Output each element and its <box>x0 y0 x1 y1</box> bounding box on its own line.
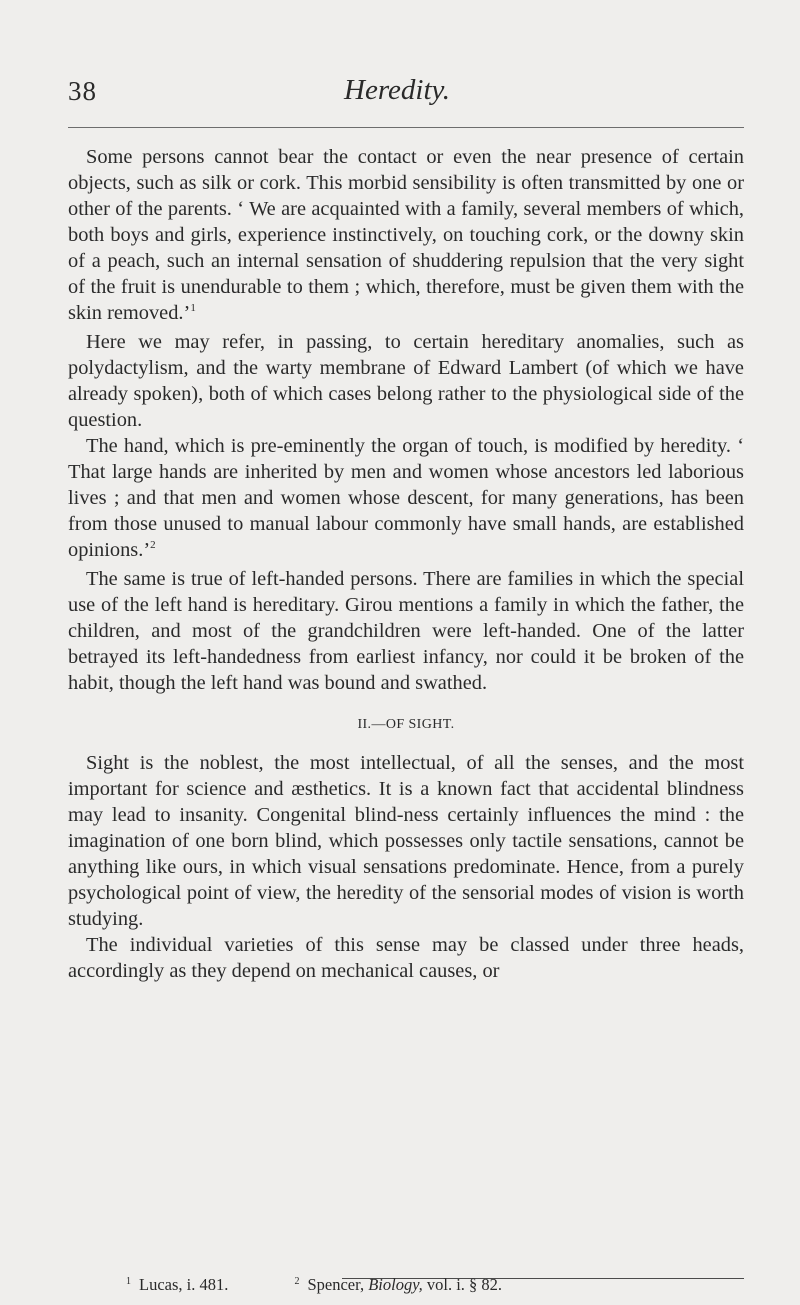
footnote-2-mark: 2 <box>294 1276 300 1287</box>
footnote-2-text-after: vol. i. § 82. <box>422 1275 503 1294</box>
paragraph-1-text: Some persons cannot bear the contact or even the near presence of certain objects, such as silk or cork. This morbid sensibility is often transmitted by one or other of the parents. ‘ We are acquainted with a family, several members of which, both boys and girls, experience instinctively, on touching cork, or the downy skin of a peach, such an internal sensation of shuddering repulsion that the very sight of the fruit is unendurable to them ; which, therefore, must be given them with the skin removed.’ <box>68 146 744 324</box>
running-title: Heredity. <box>344 74 451 106</box>
paragraph-5-text: Sight is the noblest, the most intellectual, of all the senses, and the most important for science and æsthetics. It is a known fact that accidental blindness may lead to insanity. Congenital blind-ness certainly influences the mind : the imagination of one born blind, which possesses only tactile sensations, cannot be anything like ours, in which visual sensations predominate. Hence, from a purely psychological point of view, the heredity of the sensorial modes of vision is worth studying. <box>68 752 744 930</box>
footnote-1 <box>126 1276 228 1297</box>
footnote-1-mark: 1 <box>126 1276 131 1287</box>
footnote-reference-1: 1 <box>190 302 196 314</box>
paragraph-4 <box>68 566 744 696</box>
paragraph-3 <box>68 433 744 566</box>
paragraph-1 <box>68 144 744 329</box>
paragraph-3-text: The hand, which is pre-eminently the organ of touch, is modified by heredity. ‘ That large hands are inherited by men and women whose ancestors led laborious lives ; and that men and women whose descent, for many generations, has been from those unused to manual labour commonly have small hands, are established opinions.’ <box>68 435 744 561</box>
footnote-2-text-before: Spencer, <box>307 1275 369 1294</box>
paragraph-6 <box>68 932 744 984</box>
main-text <box>68 144 744 984</box>
paragraph-5 <box>68 750 744 932</box>
paragraph-6-text: The individual varieties of this sense may be classed under three heads, accordingly as they depend on mechanical causes, or <box>68 934 744 982</box>
paragraph-2 <box>68 329 744 433</box>
paragraph-4-text: The same is true of left-handed persons. There are families in which the special use of the left hand is hereditary. Girou mentions a family in which the father, the children, and most of the grandchildren were left-handed. One of the latter betrayed its left-handedness from earliest infancy, nor could it be broken of the habit, though the left hand was bound and swathed. <box>68 568 744 694</box>
footnote-reference-2: 2 <box>150 539 156 551</box>
paragraph-2-text: Here we may refer, in passing, to certain hereditary anomalies, such as polydactylism, and the warty membrane of Edward Lambert (of which we have already spoken), both of which cases belong rather to the physiological side of the question. <box>68 331 744 431</box>
page-number: 38 <box>68 76 97 106</box>
footnote-2 <box>294 1276 502 1297</box>
footnote-1-text: Lucas, i. 481. <box>139 1275 229 1294</box>
footnotes <box>126 1276 726 1297</box>
page-header <box>68 64 744 108</box>
header-rule <box>68 127 744 128</box>
section-heading: II.—OF SIGHT. <box>357 717 455 732</box>
footnote-2-title: Biology, <box>368 1275 423 1294</box>
